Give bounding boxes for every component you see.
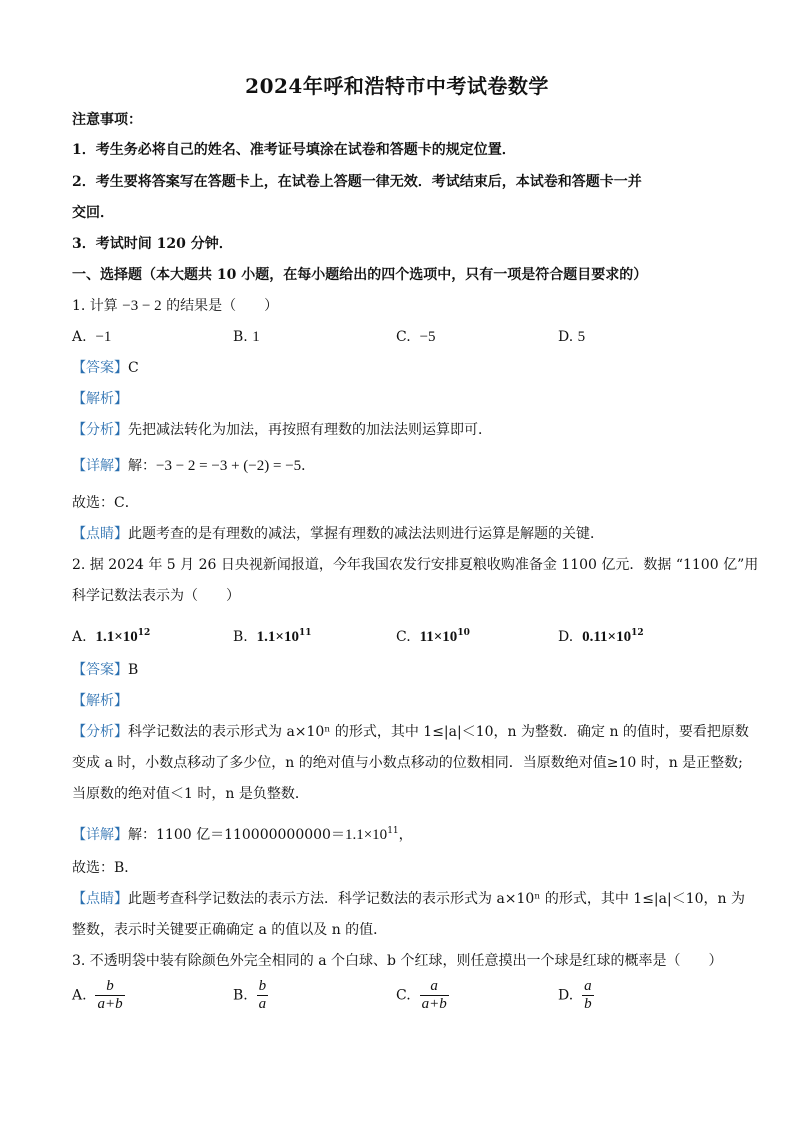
option-label: D. <box>558 329 574 345</box>
denominator: a <box>258 996 267 1012</box>
q1-choose: 故选：C． <box>72 495 139 511</box>
fenxi-label: 【分析】 <box>72 422 128 438</box>
option-value: −5 <box>419 329 436 345</box>
numerator: b <box>258 978 267 994</box>
option-label: B. <box>233 987 248 1004</box>
option-label: A. <box>72 629 87 645</box>
option-value: 1 <box>252 329 260 345</box>
q3-option-d <box>558 978 594 1013</box>
q1-stem-suffix: 的结果是（ ） <box>166 298 279 314</box>
answer-value: C <box>128 360 139 376</box>
q2-option-c <box>396 623 470 647</box>
notice-item-3: 3．考试时间 120 分钟． <box>72 236 233 252</box>
q2-analysis-label <box>72 691 732 711</box>
exam-title: 2024年呼和浩特市中考试卷数学 <box>245 74 549 98</box>
q2-comment-line-1 <box>72 889 745 909</box>
denominator: a+b <box>421 996 447 1012</box>
denominator: a+b <box>97 996 123 1012</box>
answer-value: B <box>128 662 139 678</box>
option-exponent: 10 <box>457 628 470 638</box>
option-label: C. <box>396 987 411 1004</box>
option-value: −1 <box>95 329 112 345</box>
comment-label: 【点睛】 <box>72 891 128 907</box>
detail-suffix: ． <box>301 458 316 474</box>
option-label: D. <box>558 629 574 645</box>
detail-prefix: 解：1100 亿＝110000000000＝ <box>128 827 345 843</box>
q1-option-d <box>558 327 585 347</box>
q2-fenxi-line-1 <box>72 722 749 742</box>
q1-analysis-label <box>72 389 732 409</box>
analysis-label: 【解析】 <box>72 391 128 407</box>
option-base: 1.1×10 <box>95 629 138 645</box>
q2-option-a <box>72 623 150 647</box>
q1-stem <box>72 296 732 316</box>
notice-item-1: 1．考生务必将自己的姓名、准考证号填涂在试卷和答题卡的规定位置． <box>72 142 516 158</box>
q1-answer <box>72 358 732 378</box>
denominator: b <box>584 996 592 1012</box>
q3-option-c <box>396 978 449 1013</box>
option-exponent: 12 <box>137 628 151 638</box>
notice-item-2-line-2: 交回． <box>72 205 114 221</box>
option-base: 11×10 <box>419 629 458 645</box>
option-label: B. <box>233 329 248 345</box>
answer-label: 【答案】 <box>72 662 128 678</box>
q1-detail <box>72 456 732 476</box>
analysis-label: 【解析】 <box>72 693 128 709</box>
comment-label: 【点睛】 <box>72 526 128 542</box>
numerator: a <box>584 978 592 994</box>
q2-choose: 故选：B． <box>72 860 139 876</box>
q3-option-d-fraction <box>582 978 594 1013</box>
q1-option-c <box>396 327 436 347</box>
option-base: 1.1×10 <box>256 629 299 645</box>
fenxi-label: 【分析】 <box>72 724 128 740</box>
q1-comment <box>72 524 732 544</box>
q1-stem-prefix: 1. 计算 <box>72 298 118 314</box>
q2-stem-line-2: 科学记数法表示为（ ） <box>72 588 240 604</box>
q2-detail <box>72 821 732 845</box>
q3-option-b-fraction <box>257 978 269 1013</box>
answer-label: 【答案】 <box>72 360 128 376</box>
option-exponent: 11 <box>298 628 312 638</box>
numerator: b <box>106 978 114 994</box>
q2-option-d <box>558 623 644 647</box>
option-label: D. <box>558 987 574 1004</box>
q1-fenxi <box>72 420 732 440</box>
notice-heading: 注意事项： <box>72 112 142 128</box>
q1-stem-expr: −3 − 2 <box>122 298 162 314</box>
detail-exponent: 11 <box>387 826 399 836</box>
fenxi-text: 科学记数法的表示形式为 a×10ⁿ 的形式，其中 1≤|a|＜10，n 为整数．确定 n 的值时，要看把原数 <box>128 724 749 740</box>
option-label: C. <box>396 329 411 345</box>
option-label: B. <box>233 629 248 645</box>
detail-label: 【详解】 <box>72 827 128 843</box>
option-base: 0.11×10 <box>582 629 632 645</box>
q3-option-c-fraction <box>420 978 449 1013</box>
option-label: A. <box>72 987 87 1004</box>
detail-base: 1.1×10 <box>344 827 388 843</box>
option-value: 5 <box>577 329 586 345</box>
option-exponent: 12 <box>631 628 644 638</box>
q3-option-a <box>72 978 125 1013</box>
q2-fenxi-line-3: 当原数的绝对值＜1 时，n 是负整数． <box>72 786 309 802</box>
comment-text: 此题考查的是有理数的减法，掌握有理数的减法法则进行运算是解题的关键． <box>128 526 604 542</box>
numerator: a <box>430 978 438 994</box>
detail-suffix: ， <box>398 827 413 843</box>
notice-item-2-line-1: 2．考生要将答案写在答题卡上，在试卷上答题一律无效．考试结束后，本试卷和答题卡一并 <box>72 174 642 190</box>
detail-prefix: 解： <box>128 458 156 474</box>
section-heading: 一、选择题（本大题共 10 小题，在每小题给出的四个选项中，只有一项是符合题目要求的） <box>72 267 648 283</box>
q2-comment-line-2: 整数，表示时关键要正确确定 a 的值以及 n 的值． <box>72 922 388 938</box>
detail-label: 【详解】 <box>72 458 128 474</box>
comment-text: 此题考查科学记数法的表示方法．科学记数法的表示形式为 a×10ⁿ 的形式，其中 1≤|a|＜10，n 为 <box>128 891 745 907</box>
q2-fenxi-line-2: 变成 a 时，小数点移动了多少位，n 的绝对值与小数点移动的位数相同．当原数绝对值≥10 时，n 是正整数; <box>72 755 743 771</box>
q1-option-b <box>233 327 260 347</box>
q3-option-b <box>233 978 268 1013</box>
option-label: C. <box>396 629 411 645</box>
option-label: A. <box>72 329 87 345</box>
q3-option-a-fraction <box>95 978 124 1013</box>
fenxi-text: 先把减法转化为加法，再按照有理数的加法法则运算即可． <box>128 422 492 438</box>
detail-expr: −3 − 2 = −3 + (−2) = −5 <box>156 458 302 474</box>
q1-option-a <box>72 327 111 347</box>
q2-stem-line-1: 2. 据 2024 年 5 月 26 日央视新闻报道，今年我国农发行安排夏粮收购准备金 1100 亿元．数据 “1100 亿”用 <box>72 557 759 573</box>
q3-stem: 3. 不透明袋中装有除颜色外完全相同的 a 个白球、b 个红球，则任意摸出一个球是红球的概率是（ ） <box>72 953 723 969</box>
q2-answer <box>72 660 732 680</box>
q2-option-b <box>233 623 312 647</box>
